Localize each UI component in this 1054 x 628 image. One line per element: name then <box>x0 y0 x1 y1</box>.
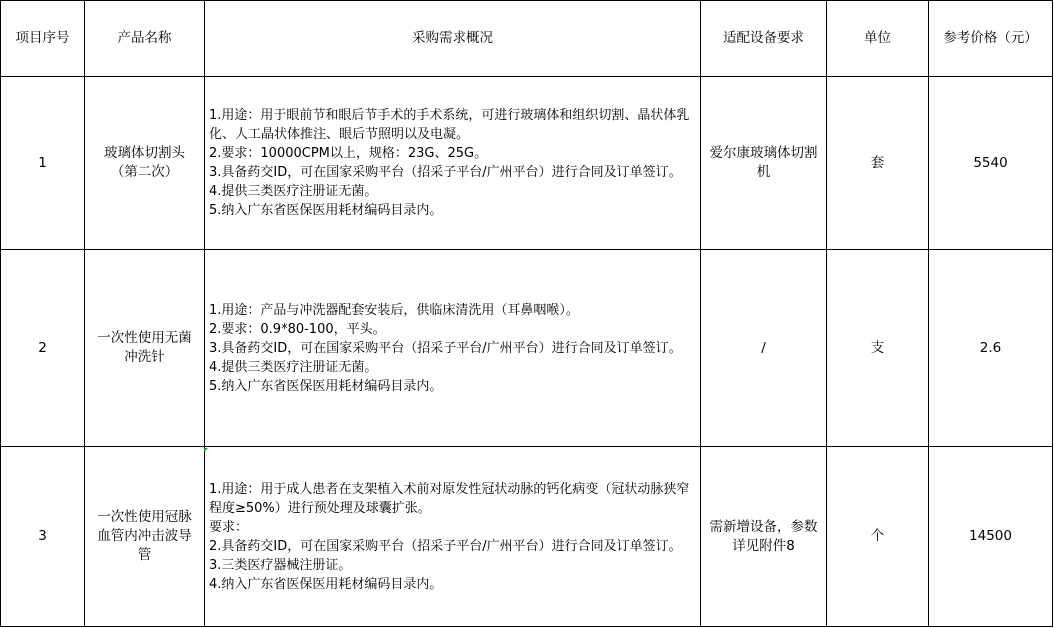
row-device: 需新增设备，参数详见附件8 <box>701 447 827 627</box>
requirement-line: 2.要求：10000CPM以上，规格：23G、25G。 <box>209 146 488 161</box>
row-unit: 个 <box>827 447 929 627</box>
requirement-line: 3.三类医疗器械注册证。 <box>209 557 352 573</box>
row-unit: 支 <box>827 250 929 447</box>
table-row <box>1 250 1053 447</box>
requirement-line: 1.用途：用于眼前节和眼后节手术的手术系统，可进行玻璃体和组织切割、晶状体乳化、人工晶状体推注、眼后节照明以及电凝。 <box>209 108 690 142</box>
requirement-line: 1.用途：用于成人患者在支架植入术前对原发性冠状动脉的钙化病变（冠状动脉狭窄程度≥50%）进行预处理及球囊扩张。 <box>209 481 690 516</box>
header-requirements: 采购需求概况 <box>205 1 701 77</box>
requirement-line: 2.要求：0.9*80-100，平头。 <box>209 321 386 337</box>
requirement-line: 4.提供三类医疗注册证无菌。 <box>209 184 378 199</box>
row-unit: 套 <box>827 77 929 250</box>
row-index: 1 <box>1 77 85 250</box>
row-requirements <box>205 250 701 447</box>
row-requirements <box>205 77 701 250</box>
requirement-line: 3.具备药交ID，可在国家采购平台（招采子平台/广州平台）进行合同及订单签订。 <box>209 340 682 356</box>
requirement-line: 4.纳入广东省医保医用耗材编码目录内。 <box>209 576 443 592</box>
row-price: 5540 <box>929 77 1053 250</box>
header-index: 项目序号 <box>1 1 85 77</box>
requirement-line: 要求： <box>209 519 249 535</box>
requirement-line: 1.用途：产品与冲洗器配套安装后，供临床清洗用（耳鼻咽喉）。 <box>209 302 579 318</box>
row-product-name: 玻璃体切割头（第二次） <box>85 77 205 250</box>
row-index: 2 <box>1 250 85 447</box>
table-header-row <box>1 1 1053 77</box>
row-requirements <box>205 447 701 627</box>
row-device: / <box>701 250 827 447</box>
header-unit: 单位 <box>827 1 929 77</box>
requirement-line: 3.具备药交ID，可在国家采购平台（招采子平台/广州平台）进行合同及订单签订。 <box>209 165 682 180</box>
row-product-name: 一次性使用冠脉血管内冲击波导管 <box>85 447 205 627</box>
table-row <box>1 77 1053 250</box>
row-index: 3 <box>1 447 85 627</box>
row-product-name: 一次性使用无菌冲洗针 <box>85 250 205 447</box>
header-device: 适配设备要求 <box>701 1 827 77</box>
requirement-line: 4.提供三类医疗注册证无菌。 <box>209 359 378 375</box>
row-price: 14500 <box>929 447 1053 627</box>
requirement-line: 5.纳入广东省医保医用耗材编码目录内。 <box>209 378 443 394</box>
header-price: 参考价格（元） <box>929 1 1053 77</box>
header-product-name: 产品名称 <box>85 1 205 77</box>
row-device: 爱尔康玻璃体切割机 <box>701 77 827 250</box>
requirement-line: 5.纳入广东省医保医用耗材编码目录内。 <box>209 203 443 218</box>
requirement-line: 2.具备药交ID，可在国家采购平台（招采子平台/广州平台）进行合同及订单签订。 <box>209 538 682 554</box>
table-row <box>1 447 1053 627</box>
cell-comment-marker <box>204 448 208 452</box>
row-price: 2.6 <box>929 250 1053 447</box>
